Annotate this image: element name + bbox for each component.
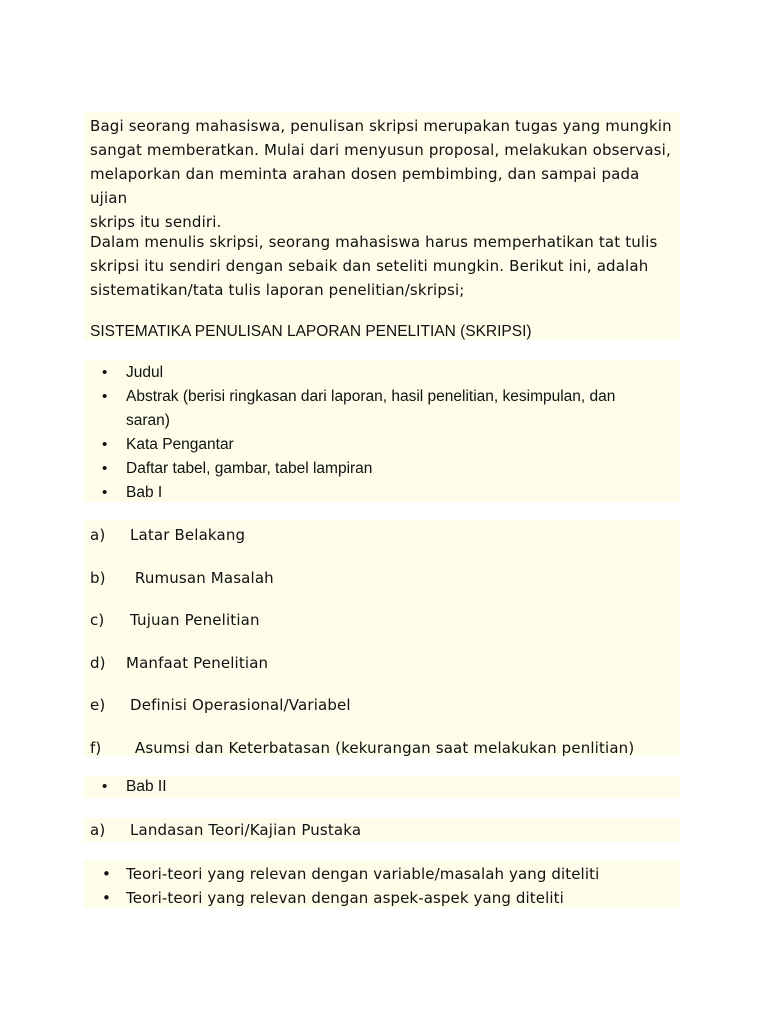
paragraph-intro-2: Dalam menulis skripsi, seorang mahasiswa harus memperhatikan tat tulis skripsi itu sendiri dengan sebaik dan seteliti mungkin. Berikut ini, adalah sistematikan/tata tulis laporan penelitian/skripsi; [90, 233, 658, 299]
front-matter-block [84, 360, 680, 502]
item-label: d) [90, 653, 106, 672]
list-item-text: Judul [126, 364, 164, 381]
bullet-icon: • [102, 778, 108, 795]
bullet-icon: • [102, 388, 108, 405]
list-item [84, 566, 680, 609]
bullet-icon: • [102, 436, 108, 453]
list-item [84, 481, 680, 505]
item-label: f) [90, 738, 102, 757]
item-label: c) [90, 611, 105, 629]
list-item-text: Bab II [126, 778, 167, 795]
list-item-text: Abstrak (berisi ringkasan dari laporan, hasil penelitian, kesimpulan, dan saran) [126, 388, 616, 429]
teori-block [84, 860, 680, 908]
list-item [84, 651, 680, 694]
list-item [84, 433, 680, 457]
bullet-icon: • [102, 460, 108, 477]
item-text: Latar Belakang [130, 526, 246, 544]
list-item-text: Teori-teori yang relevan dengan variable/masalah yang diteliti [126, 865, 600, 883]
list-item [84, 775, 680, 799]
item-text: Tujuan Penelitian [130, 611, 260, 629]
item-text: Rumusan Masalah [130, 568, 274, 587]
list-item [84, 736, 680, 779]
item-text: Definisi Operasional/Variabel [130, 696, 351, 714]
item-text: Landasan Teori/Kajian Pustaka [130, 821, 362, 839]
list-item-text: Kata Pengantar [126, 436, 234, 453]
bab1-items-block [84, 520, 680, 756]
bab2-items-block [84, 818, 680, 842]
bullet-icon: • [102, 364, 108, 381]
list-item [84, 862, 680, 886]
item-label: e) [90, 696, 106, 714]
list-item [84, 818, 680, 842]
item-text: Manfaat Penelitian [126, 653, 269, 672]
list-item [84, 608, 680, 651]
item-label: a) [90, 526, 106, 544]
item-label: b) [90, 568, 106, 587]
bullet-icon: • [102, 484, 108, 501]
front-matter-list [84, 360, 680, 505]
bullet-icon: • [102, 889, 111, 907]
list-item [84, 457, 680, 481]
list-item-text: Bab I [126, 484, 163, 501]
list-item [84, 693, 680, 736]
bab2-list [84, 775, 680, 799]
intro-block [84, 112, 680, 340]
list-item [84, 886, 680, 910]
teori-list [84, 860, 680, 910]
bullet-icon: • [102, 865, 111, 883]
list-item [84, 361, 680, 385]
section-heading: SISTEMATIKA PENULISAN LAPORAN PENELITIAN (SKRIPSI) [90, 323, 532, 340]
list-item-text: Daftar tabel, gambar, tabel lampiran [126, 460, 373, 477]
list-item [84, 523, 680, 566]
paragraph-intro-1: Bagi seorang mahasiswa, penulisan skripsi merupakan tugas yang mungkin sangat memberatkan. Mulai dari menyusun proposal, melakukan observasi, melaporkan dan meminta arahan dosen pembimbing, dan sampai pada ujian skrips itu sendiri. [90, 117, 672, 231]
item-label: a) [90, 821, 106, 839]
list-item-text: Teori-teori yang relevan dengan aspek-aspek yang diteliti [126, 889, 564, 907]
list-item [84, 385, 680, 433]
item-text: Asumsi dan Keterbatasan (kekurangan saat melakukan penlitian) [130, 738, 635, 757]
bab2-block [84, 776, 680, 798]
